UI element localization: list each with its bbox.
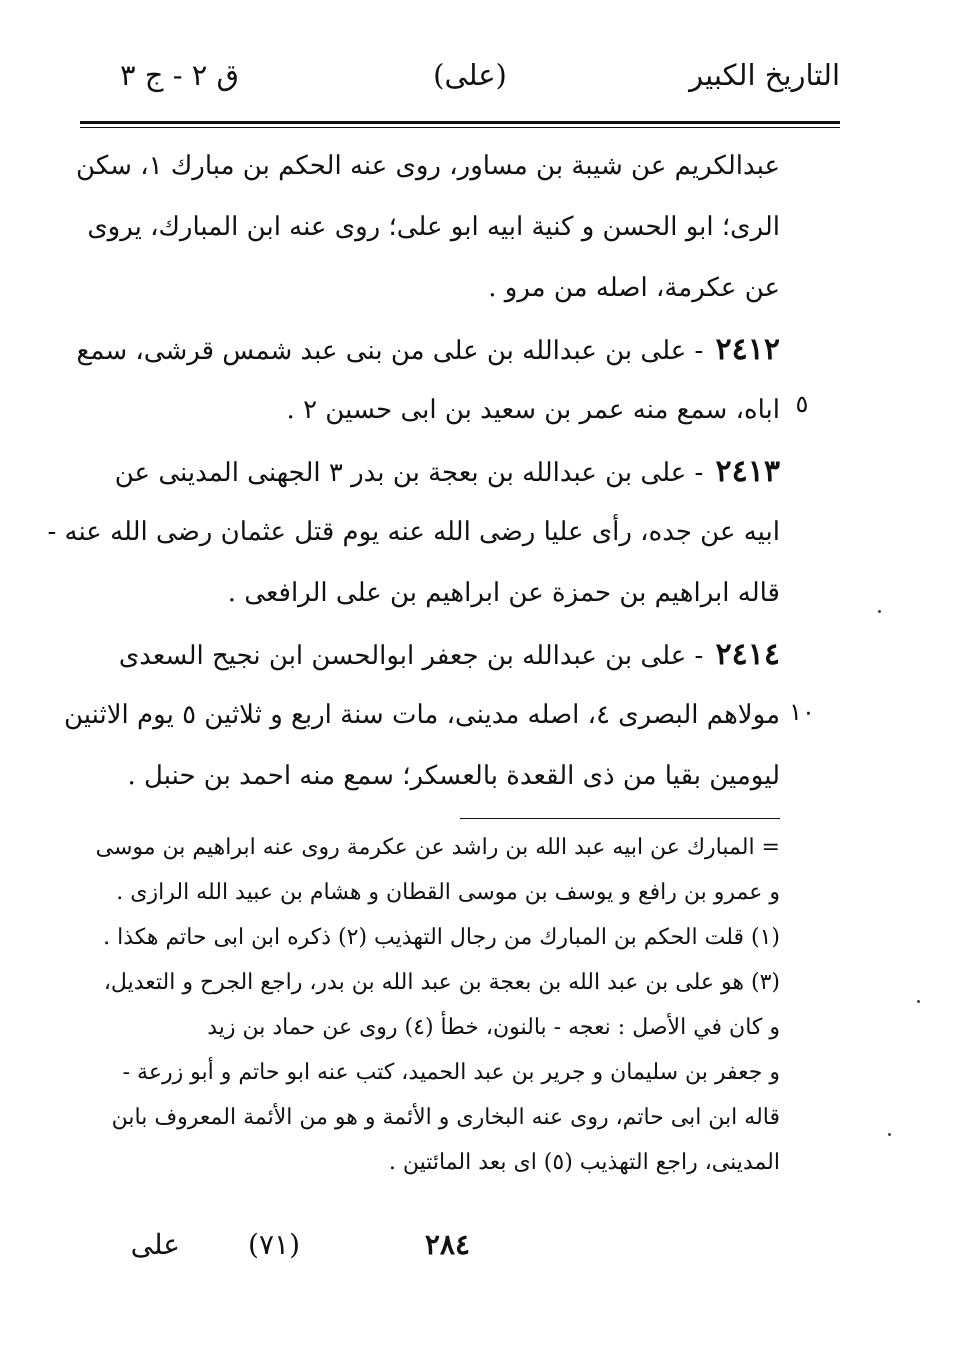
footnote-line: المدينى، راجع التهذيب (٥) اى بعد المائتين . xyxy=(388,1150,780,1175)
footnotes xyxy=(95,825,780,1185)
entry-number: ٢٤١٢ xyxy=(715,332,780,367)
footer-catchword: على xyxy=(130,1228,180,1261)
text-line: اباه، سمع منه عمر بن سعيد بن ابى حسين ٢ . xyxy=(286,395,780,425)
scan-speck xyxy=(888,1133,891,1136)
entry-text: على بن عبدالله بن جعفر ابوالحسن ابن نجيح السعدى xyxy=(118,641,687,671)
footnote-line: (١) قلت الحكم بن المبارك من رجال التهذيب (٢) ذكره ابن ابى حاتم هكذا . xyxy=(103,925,780,950)
margin-line-number: ١٠ xyxy=(789,698,815,726)
text-line: ليومين بقيا من ذى القعدة بالعسكر؛ سمع منه احمد بن حنبل . xyxy=(127,761,780,791)
running-header xyxy=(100,50,840,110)
text-line: الرى؛ ابو الحسن و كنية ابيه ابو على؛ روى عنه ابن المبارك، يروى xyxy=(87,212,780,242)
scan-speck xyxy=(917,1000,920,1003)
page-footer xyxy=(100,1228,500,1278)
text-line: عبدالكريم عن شيبة بن مساور، روى عنه الحكم بن مبارك ١، سكن xyxy=(76,151,780,181)
header-rule-thick xyxy=(80,121,840,124)
footnote-line: (٣) هو على بن عبد الله بن بعجة بن عبد الله بن بدر، راجع الجرح و التعديل، xyxy=(103,970,780,995)
text-line: قاله ابراهيم بن حمزة عن ابراهيم بن على الرافعى . xyxy=(227,578,780,608)
margin-line-number: ٥ xyxy=(795,390,809,418)
header-rule-thin xyxy=(80,127,840,128)
footnote-line: قاله ابن ابى حاتم، روى عنه البخارى و الأئمة و هو من الأئمة المعروف بابن xyxy=(111,1105,780,1130)
entry-text: على بن عبدالله بن على من بنى عبد شمس قرشى، سمع xyxy=(76,336,687,366)
footnote-line: و كان في الأصل : نعجه - بالنون، خطأ (٤) روى عن حماد بن زيد xyxy=(207,1015,780,1040)
volume-reference: ق ٢ - ج ٣ xyxy=(120,58,240,92)
text-line: مولاهم البصرى ٤، اصله مدينى، مات سنة اربع و ثلاثين ٥ يوم الاثنين xyxy=(64,700,780,730)
footnote-separator xyxy=(460,818,780,819)
text-line: ابيه عن جده، رأى عليا رضى الله عنه يوم قتل عثمان رضى الله عنه - xyxy=(47,517,780,547)
section-title: (على) xyxy=(433,58,507,92)
entry-number: ٢٤١٤ xyxy=(715,637,780,672)
entry-number: ٢٤١٣ xyxy=(715,454,780,489)
footnote-line: و جعفر بن سليمان و جرير بن عبد الحميد، كتب عنه ابو حاتم و أبو زرعة - xyxy=(122,1060,780,1085)
entry-2413: ٢٤١٣ - على بن عبدالله بن بعجة بن بدر ٣ الجهنى المدينى عن xyxy=(114,454,780,489)
footnote-line: و عمرو بن رافع و يوسف بن موسى القطان و هشام بن عبيد الله الرازى . xyxy=(116,880,780,905)
scan-speck xyxy=(878,610,881,613)
entry-2414: ٢٤١٤ - على بن عبدالله بن جعفر ابوالحسن ابن نجيح السعدى xyxy=(118,637,780,672)
main-text xyxy=(47,136,780,807)
page-number: ٢٨٤ xyxy=(424,1228,470,1261)
entry-2412: ٢٤١٢ - على بن عبدالله بن على من بنى عبد شمس قرشى، سمع xyxy=(76,332,780,367)
footnote-line: = المبارك عن ابيه عبد الله بن راشد عن عكرمة روى عنه ابراهيم بن موسى xyxy=(95,835,780,860)
signature-mark: (٧١) xyxy=(248,1228,300,1261)
text-line: عن عكرمة، اصله من مرو . xyxy=(488,273,780,303)
entry-text: على بن عبدالله بن بعجة بن بدر ٣ الجهنى المدينى عن xyxy=(114,458,687,488)
book-title: التاريخ الكبير xyxy=(689,58,840,92)
